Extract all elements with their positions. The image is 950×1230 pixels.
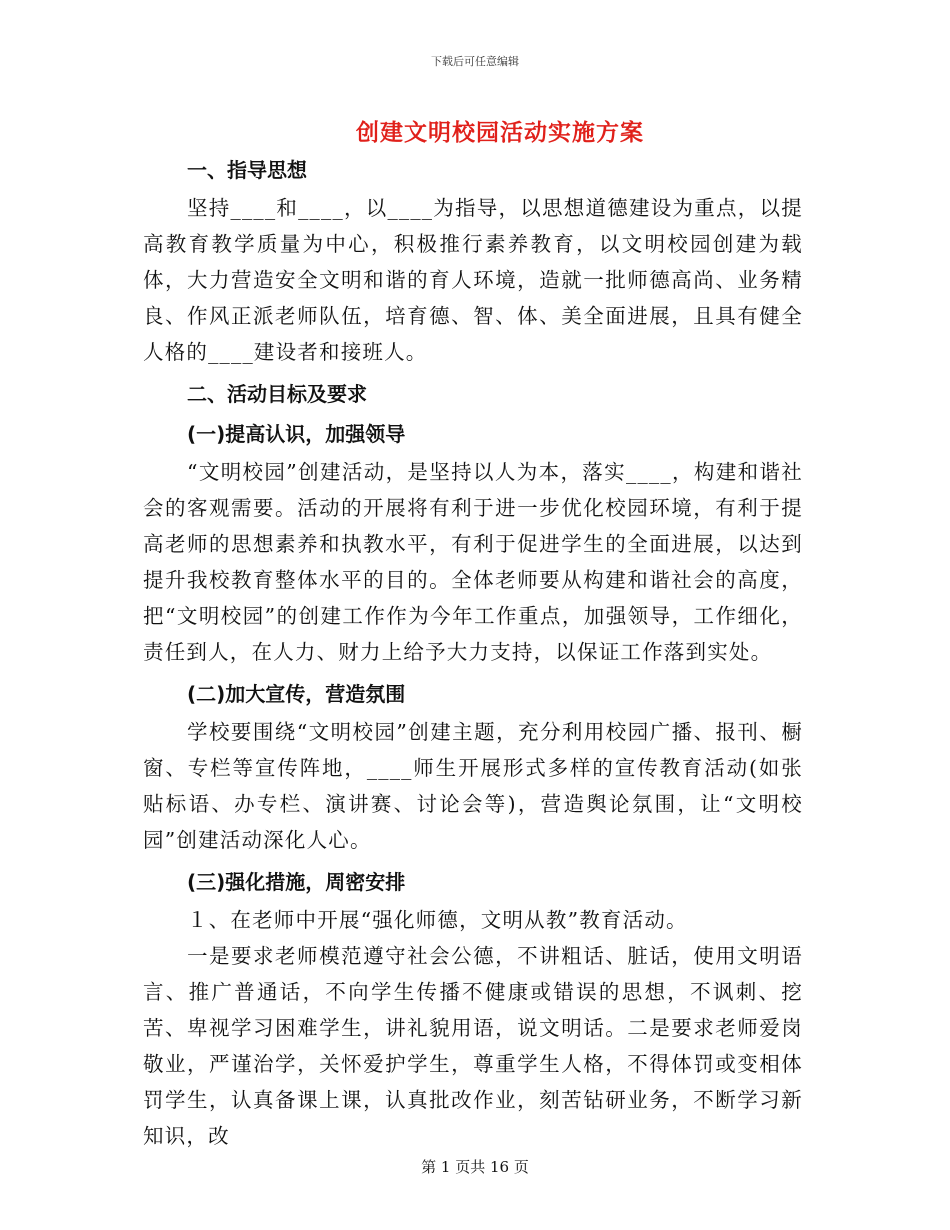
- page-number-footer: 第 1 页共 16 页: [421, 1158, 529, 1176]
- paragraph-measures: 一是要求老师模范遵守社会公德，不讲粗话、脏话，使用文明语言、推广普通话，不向学生传播不健康或错误的思想，不讽刺、挖苦、卑视学习困难学生，讲礼貌用语，说文明话。二是要求老师爱岗敬业，严谨治学，关怀爱护学生，尊重学生人格，不得体罚或变相体罚学生，认真备课上课，认真批改作业，刻苦钻研业务，不断学习新知识，改: [143, 944, 803, 1148]
- paragraph-awareness: “文明校园”创建活动，是坚持以人为本，落实____，构建和谐社会的客观需要。活动的开展将有利于进一步优化校园环境，有利于提高老师的思想素养和执教水平，有利于促进学生的全面进展，以达到提升我校教育整体水平的目的。全体老师要从构建和谐社会的高度，把“文明校园”的创建工作作为今年工作重点，加强领导，工作细化，责任到人，在人力、财力上给予大力支持，以保证工作落到实处。: [143, 460, 803, 664]
- document-body: [143, 150, 803, 1154]
- subsection-heading-awareness: (一)提高认识，加强领导: [187, 422, 406, 446]
- paragraph-publicity: 学校要围绕“文明校园”创建主题，充分利用校园广播、报刊、橱窗、专栏等宣传阵地，____师生开展形式多样的宣传教育活动(如张贴标语、办专栏、演讲赛、讨论会等)，营造舆论氛围，让“文明校园”创建活动深化人心。: [143, 720, 803, 852]
- section-heading-goals: 二、活动目标及要求: [187, 382, 367, 406]
- subsection-heading-measures: (三)强化措施，周密安排: [187, 870, 406, 894]
- header-note: 下载后可任意编辑: [431, 55, 519, 68]
- subsection-heading-publicity: (二)加大宣传，营造氛围: [187, 682, 406, 706]
- page-title: 创建文明校园活动实施方案: [356, 120, 644, 146]
- section-heading-guiding-thought: 一、指导思想: [187, 158, 307, 182]
- paragraph-guiding-thought: 坚持____和____，以____为指导，以思想道德建设为重点，以提高教育教学质量为中心，积极推行素养教育，以文明校园创建为载体，大力营造安全文明和谐的育人环境，造就一批师德高尚、业务精良、作风正派老师队伍，培育德、智、体、美全面进展，且具有健全人格的____建设者和接班人。: [143, 196, 803, 364]
- list-item-teacher-activity: １、在老师中开展“强化师德，文明从教”教育活动。: [187, 908, 688, 932]
